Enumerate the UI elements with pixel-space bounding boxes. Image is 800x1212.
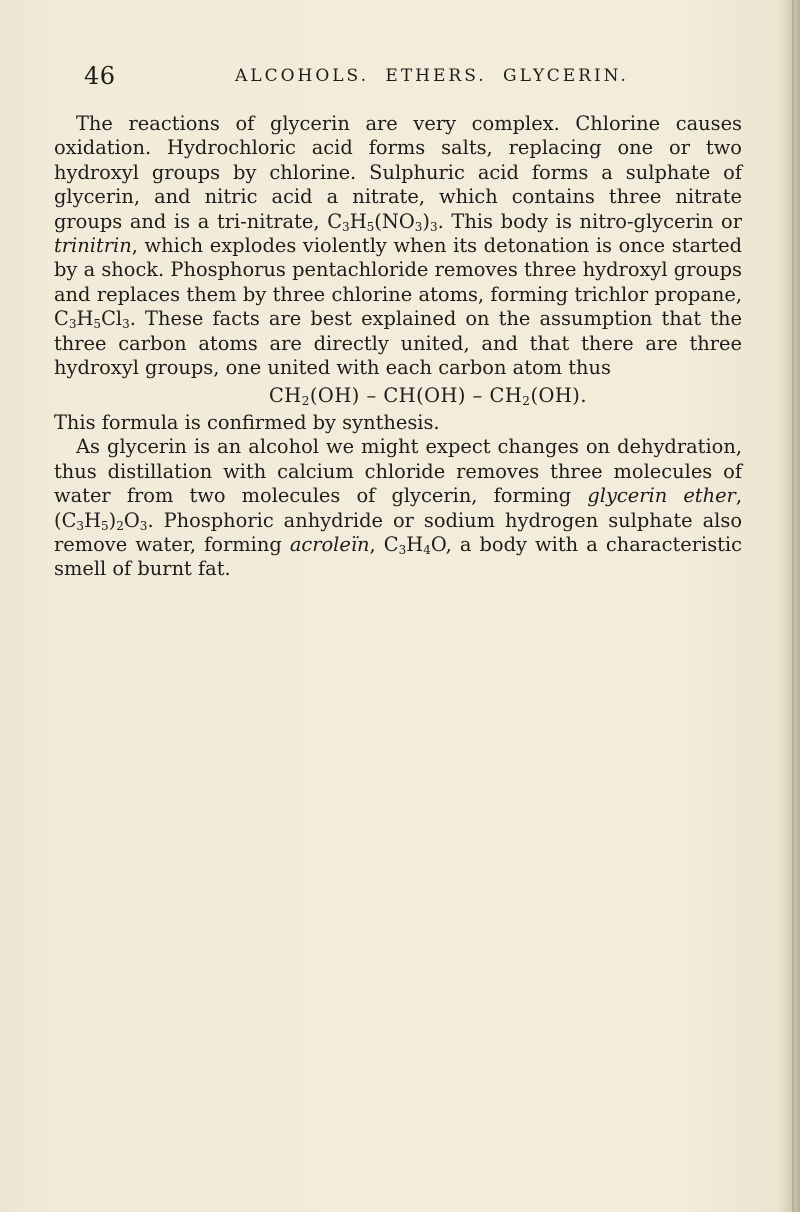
text-run: . This body is nitro-glycerin or bbox=[437, 209, 742, 233]
formula-trinitrate: $C_3H_5(NO_3)_3$ bbox=[327, 209, 438, 234]
text-run: . Phosphoric anhydride or sodium hydrogen sulphate also remove water, forming bbox=[54, 508, 742, 556]
text-run: . These facts are best explained on the assumption that the three carbon atoms are directly united, and that there are three hydroxyl groups, one united with each carbon atom thus bbox=[54, 307, 742, 380]
paragraph-reactions bbox=[54, 112, 742, 380]
italic-term: acroleïn bbox=[289, 532, 370, 556]
page-edge-line bbox=[792, 0, 794, 1212]
text-run: As glycerin is an alcohol we might expect changes on dehydration, thus distillation with calcium chloride removes three molecules of water from two molecules of glycerin, forming bbox=[54, 435, 742, 508]
body-text bbox=[54, 112, 742, 582]
formula-glycerin-ether: $(C_3H_5)_2O_3$ bbox=[54, 508, 148, 533]
structural-formula: $CH_2(OH) - CH(OH) - CH_2(OH)$. bbox=[268, 384, 588, 409]
running-head: ALCOHOLS. ETHERS. GLYCERIN. bbox=[235, 66, 629, 86]
italic-term: glycerin ether bbox=[587, 484, 736, 508]
text-run: , which explodes violently when its detonation is once started by a shock. Phosphorus pentachloride removes three hydroxyl groups and replaces them by three chlorine atoms, forming trichlor propane, bbox=[54, 234, 742, 306]
page-edge-shadow bbox=[778, 0, 800, 1212]
text-run: , a body with a characteristic smell of burnt fat. bbox=[54, 532, 742, 581]
italic-term: trinitrin bbox=[54, 234, 132, 258]
formula-trichlor-propane: $C_3H_5Cl_3$ bbox=[54, 307, 130, 332]
text-run: The reactions of glycerin are very complex. Chlorine causes oxidation. Hydrochloric acid forms salts, replacing one or two hydroxyl groups by chlorine. Sulphuric acid forms a sulphate of glycerin, and nitric acid a nitrate, which contains three nitrate groups and is a tri-nitrate, bbox=[54, 112, 742, 233]
paragraph-dehydration: As glycerin is an alcohol we might expect changes on dehydration, thus distillation with calcium chloride removes three molecules of water from two molecules of glycerin, forming glycerin ether, $(C_3H_5)_2O_3$. Phosphoric anhydride or sodium hydrogen sulphate also remove water, forming acroleïn, $C_3H_4O$, a body with a characteristic smell of burnt fat. bbox=[54, 435, 742, 581]
page-number: 46 bbox=[84, 62, 116, 90]
paragraph-synthesis: This formula is confirmed by synthesis. bbox=[54, 410, 440, 434]
formula-acrolein: $C_3H_4O$ bbox=[383, 532, 446, 557]
